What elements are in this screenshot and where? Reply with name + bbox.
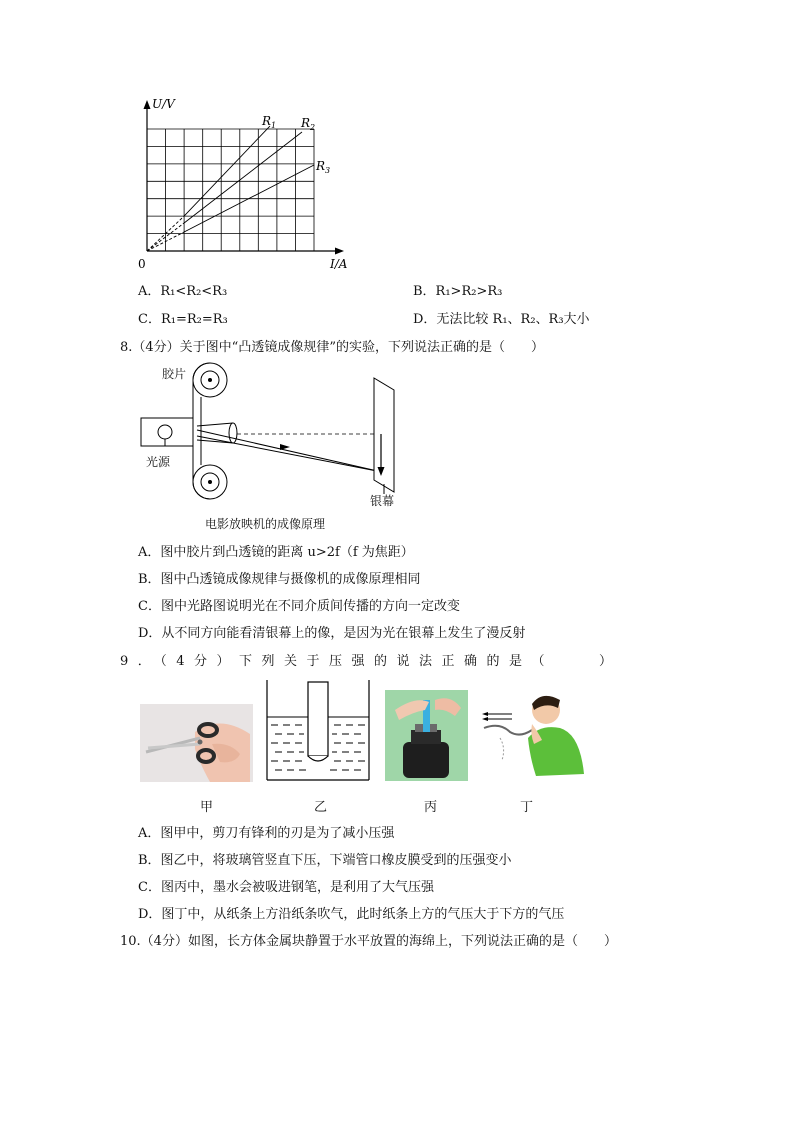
figure-caption: 电影放映机的成像原理 — [205, 517, 326, 531]
q7-option-d: D．无法比较 R₁、R₂、R₃大小 — [413, 312, 590, 327]
y-axis-arrow — [144, 100, 151, 109]
q10-stem: 10.（4分）如图，长方体金属块静置于水平放置的海绵上，下列说法正确的是（ ） — [120, 934, 617, 949]
q8-option-b: B．图中凸透镜成像规律与摄像机的成像原理相同 — [138, 572, 421, 587]
blowing-paper-image — [480, 688, 590, 780]
x-axis-arrow — [335, 248, 344, 255]
q8-option-d: D．从不同方向能看清银幕上的像，是因为光在银幕上发生了漫反射 — [138, 626, 526, 641]
label-yi: 乙 — [314, 800, 328, 815]
beaker-tube-image — [266, 680, 370, 782]
q9-stem: 9．（4分）下列关于压强的说法正确的是（ ） — [120, 654, 622, 669]
projector-diagram — [130, 360, 420, 510]
convex-lens — [229, 423, 237, 443]
screen-label: 银幕 — [370, 494, 395, 508]
q8-stem: 8.（4分）关于图中“凸透镜成像规律”的实验，下列说法正确的是（ ） — [120, 340, 544, 355]
q8-option-c: C．图中光路图说明光在不同介质间传播的方向一定改变 — [138, 599, 460, 614]
x-axis-label: I/A — [330, 257, 348, 271]
label-bing: 丙 — [424, 800, 438, 815]
light-source-label: 光源 — [146, 455, 171, 469]
graph-grid — [147, 129, 314, 251]
q9-option-a: A．图甲中，剪刀有锋利的刃是为了减小压强 — [138, 826, 395, 841]
ink-pen-image — [385, 690, 468, 781]
label-r3: $R_3$ — [316, 159, 331, 175]
label-r2: $R_2$ — [301, 116, 316, 132]
q9-option-d: D．图丁中，从纸条上方沿纸条吹气，此时纸条上方的气压大于下方的气压 — [138, 907, 565, 922]
line-r3 — [147, 165, 314, 251]
q7-option-c: C．R₁=R₂=R₃ — [138, 312, 228, 327]
q8-option-a: A．图中胶片到凸透镜的距离 u>2f（f 为焦距） — [138, 545, 414, 560]
q9-option-b: B．图乙中，将玻璃管竖直下压，下端管口橡皮膜受到的压强变小 — [138, 853, 512, 868]
film-label: 胶片 — [162, 367, 187, 381]
screen — [374, 378, 394, 492]
ui-graph — [130, 92, 370, 277]
q9-option-c: C．图丙中，墨水会被吸进钢笔，是利用了大气压强 — [138, 880, 434, 895]
bulb — [158, 425, 172, 439]
label-ding: 丁 — [520, 800, 534, 815]
q7-option-a: A．R₁<R₂<R₃ — [138, 284, 228, 299]
q7-option-b: B．R₁>R₂>R₃ — [413, 284, 503, 299]
line-r2 — [147, 132, 302, 251]
label-r1: $R_1$ — [262, 114, 277, 130]
label-jia: 甲 — [200, 800, 214, 815]
scissors-image — [140, 704, 253, 782]
y-axis-label: U/V — [152, 97, 175, 111]
origin-label: 0 — [138, 257, 146, 271]
